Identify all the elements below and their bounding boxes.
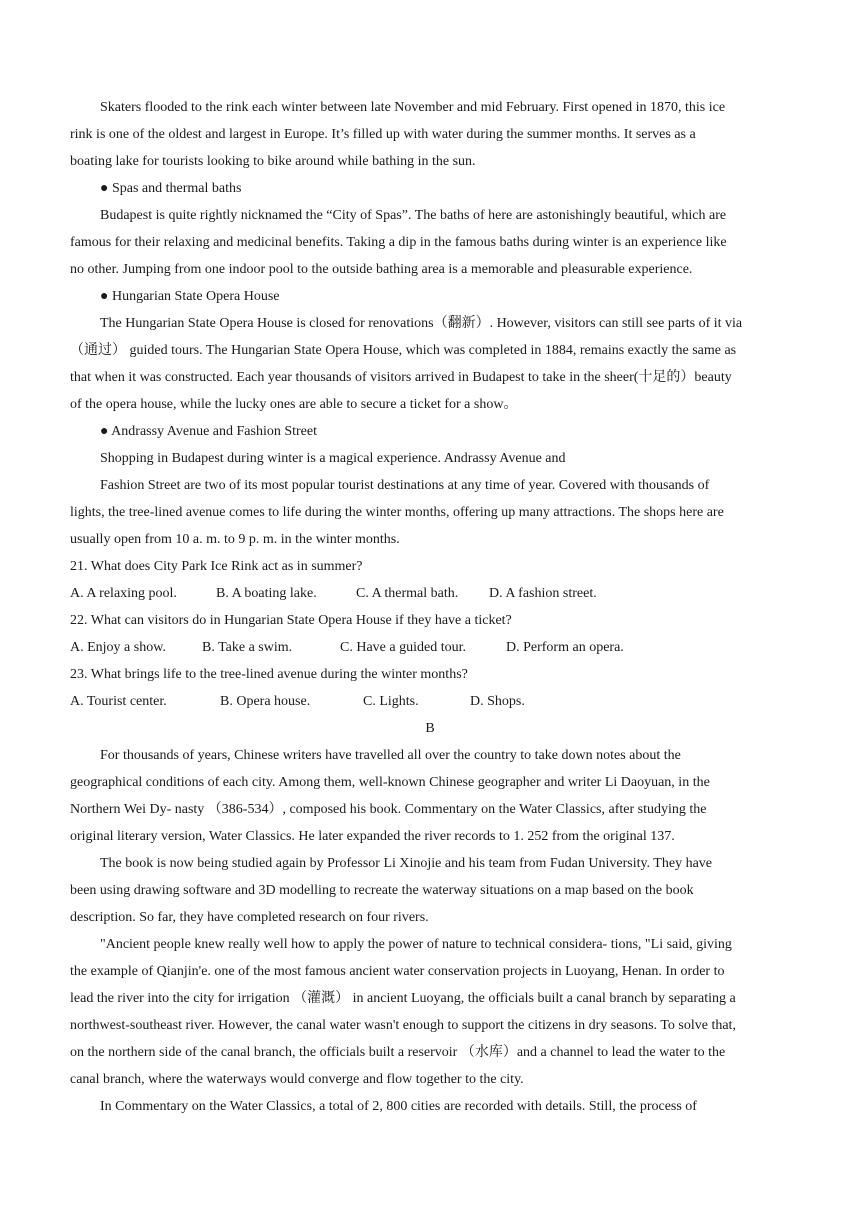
paragraph-line: boating lake for tourists looking to bike around while bathing in the sun. xyxy=(70,154,476,169)
paragraph-line: of the opera house, while the lucky ones are able to secure a ticket for a show。 xyxy=(70,397,518,412)
option-22-a: A. Enjoy a show. xyxy=(70,640,166,655)
paragraph-line: rink is one of the oldest and largest in Europe. It’s filled up with water during the summer months. It serves as a xyxy=(70,127,696,142)
option-23-d: D. Shops. xyxy=(470,694,525,709)
option-22-b: B. Take a swim. xyxy=(202,640,293,655)
paragraph-line: Skaters flooded to the rink each winter between late November and mid February. First opened in 1870, this ice xyxy=(100,100,726,115)
paragraph-line: on the northern side of the canal branch, the officials built a reservoir （水库）and a channel to lead the water to the xyxy=(70,1045,726,1060)
option-21-b: B. A boating lake. xyxy=(216,586,317,601)
option-21-c: C. A thermal bath. xyxy=(356,586,459,601)
paragraph-line: In Commentary on the Water Classics, a total of 2, 800 cities are recorded with details. Still, the process of xyxy=(100,1099,697,1114)
section-heading-spas: ● Spas and thermal baths xyxy=(100,181,242,196)
section-b-heading: B xyxy=(425,721,435,736)
option-22-d: D. Perform an opera. xyxy=(506,640,624,655)
question-22: 22. What can visitors do in Hungarian State Opera House if they have a ticket? xyxy=(70,613,512,628)
option-21-d: D. A fashion street. xyxy=(489,586,597,601)
paragraph-line: famous for their relaxing and medicinal benefits. Taking a dip in the famous baths during winter is an experience like xyxy=(70,235,727,250)
paragraph-line: original literary version, Water Classics. He later expanded the river records to 1. 252 from the original 137. xyxy=(70,829,675,844)
paragraph-line: "Ancient people knew really well how to apply the power of nature to technical considera- tions, "Li said, giving xyxy=(100,937,732,952)
paragraph-line: （通过） guided tours. The Hungarian State Opera House, which was completed in 1884, remains exactly the same as xyxy=(70,343,737,358)
paragraph-line: For thousands of years, Chinese writers have travelled all over the country to take down notes about the xyxy=(100,748,681,763)
paragraph-line: geographical conditions of each city. Among them, well-known Chinese geographer and writer Li Daoyuan, in the xyxy=(70,775,710,790)
paragraph-line: northwest-southeast river. However, the canal water wasn't enough to support the citizens in dry seasons. To solve that, xyxy=(70,1018,736,1033)
option-23-c: C. Lights. xyxy=(363,694,419,709)
option-21-a: A. A relaxing pool. xyxy=(70,586,177,601)
paragraph-line: been using drawing software and 3D modelling to recreate the waterway situations on a map based on the book xyxy=(70,883,694,898)
section-heading-andrassy: ● Andrassy Avenue and Fashion Street xyxy=(100,424,317,439)
paragraph-line: Shopping in Budapest during winter is a magical experience. Andrassy Avenue and xyxy=(100,451,566,466)
paragraph-line: Budapest is quite rightly nicknamed the “City of Spas”. The baths of here are astonishingly beautiful, which are xyxy=(100,208,727,223)
paragraph-line: The book is now being studied again by Professor Li Xinojie and his team from Fudan University. They have xyxy=(100,856,713,871)
paragraph-line: Northern Wei Dy- nasty （386-534）, composed his book. Commentary on the Water Classics, after studying the xyxy=(70,802,707,817)
paragraph-line: canal branch, where the waterways would converge and flow together to the city. xyxy=(70,1072,524,1087)
option-23-a: A. Tourist center. xyxy=(70,694,167,709)
section-heading-opera: ● Hungarian State Opera House xyxy=(100,289,280,304)
question-23: 23. What brings life to the tree-lined avenue during the winter months? xyxy=(70,667,468,682)
paragraph-line: no other. Jumping from one indoor pool to the outside bathing area is a memorable and pleasurable experience. xyxy=(70,262,693,277)
option-23-b: B. Opera house. xyxy=(220,694,311,709)
paragraph-line: Fashion Street are two of its most popular tourist destinations at any time of year. Covered with thousands of xyxy=(100,478,710,493)
paragraph-line: that when it was constructed. Each year thousands of visitors arrived in Budapest to take in the sheer(十足的）beauty xyxy=(70,370,732,385)
paragraph-line: the example of Qianjin'e. one of the most famous ancient water conservation projects in Luoyang, Henan. In order to xyxy=(70,964,725,979)
paragraph-line: The Hungarian State Opera House is closed for renovations（翻新）. However, visitors can still see parts of it via xyxy=(100,316,743,331)
paragraph-line: description. So far, they have completed research on four rivers. xyxy=(70,910,429,925)
question-21: 21. What does City Park Ice Rink act as in summer? xyxy=(70,559,363,574)
option-22-c: C. Have a guided tour. xyxy=(340,640,466,655)
paragraph-line: lead the river into the city for irrigation （灌溉） in ancient Luoyang, the officials built a canal branch by separating a xyxy=(70,991,736,1006)
paragraph-line: lights, the tree-lined avenue comes to life during the winter months, offering up many attractions. The shops here are xyxy=(70,505,724,520)
paragraph-line: usually open from 10 a. m. to 9 p. m. in the winter months. xyxy=(70,532,400,547)
